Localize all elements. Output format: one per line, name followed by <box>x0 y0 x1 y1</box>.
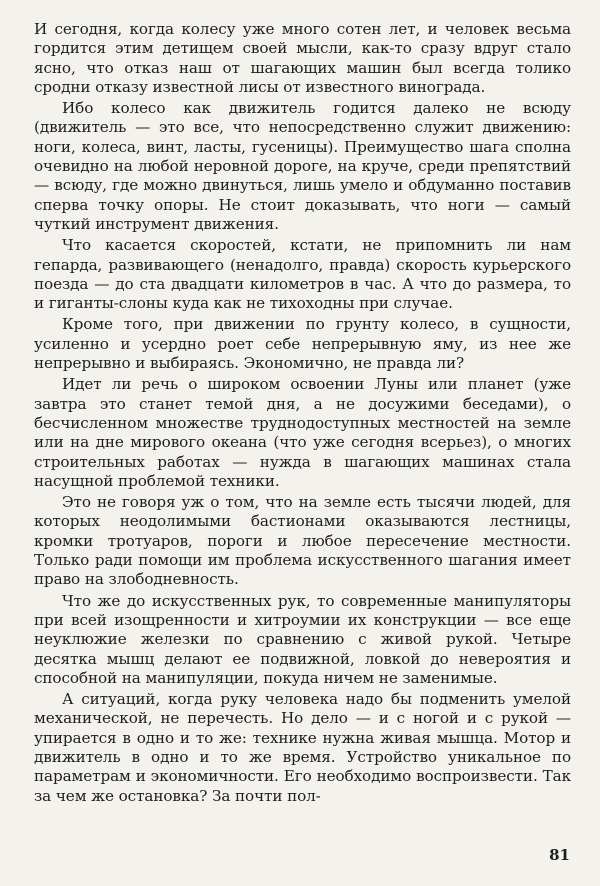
paragraph: Что же до искусственных рук, то современные манипуляторы при всей изощренности и хитроумии их конструкции — все еще неуклюжие железки по сравнению с живой рукой. Четыре десятка мышц делают ее подвижной, ловкой до невероятия и способной на манипуляции, покуда ничем не заменимые. <box>34 591 571 687</box>
paragraph: Кроме того, при движении по грунту колесо, в сущности, усиленно и усердно роет себе непрерывную яму, из нее же непрерывно и выбираясь. Экономично, не правда ли? <box>34 315 571 373</box>
paragraph: А ситуаций, когда руку человека надо бы подменить умелой механической, не перечесть. Но дело — и с ногой и с рукой — упирается в одно и то же: технике нужна живая мышца. Мотор и движитель в одно и то же время. Устройство уникальное по параметрам и экономичности. Его необходимо воспроизвести. Так за чем же остановка? За почти пол- <box>34 690 571 805</box>
paragraph: Это не говоря уж о том, что на земле есть тысячи людей, для которых неодолимыми бастионами оказываются лестницы, кромки тротуаров, пороги и любое пересечение местности. Только ради помощи им проблема искусственного шагания имеет право на злободневность. <box>34 493 571 589</box>
paragraph: Что касается скоростей, кстати, не припомнить ли нам гепарда, развивающего (ненадолго, правда) скорость курьерского поезда — до ста двадцати километров в час. А что до размера, то и гиганты-слоны куда как не тихоходны при случае. <box>34 236 571 313</box>
page-number: 81 <box>549 846 570 864</box>
paragraph: Ибо колесо как движитель годится далеко не всюду (движитель — это все, что непосредственно служит движению: ноги, колеса, винт, ласты, гусеницы). Преимущество шага сполна очевидно на любой неровной дороге, на круче, среди препятствий — всюду, где можно двинуться, лишь умело и обдуманно поставив сперва точку опоры. Не стоит доказывать, что ноги — самый чуткий инструмент движения. <box>34 99 571 233</box>
page-text <box>34 20 571 808</box>
paragraph: И сегодня, когда колесу уже много сотен лет, и человек весьма гордится этим детищем своей мысли, как-то сразу вдруг стало ясно, что отказ наш от шагающих машин был всегда толико сродни отказу известной лисы от известного винограда. <box>34 20 571 96</box>
paragraph: Идет ли речь о широком освоении Луны или планет (уже завтра это станет темой дня, а не досужими беседами), о бесчисленном множестве труднодоступных местностей на земле или на дне мирового океана (что уже сегодня всерьез), о многих строительных работах — нужда в шагающих машинах стала насущной проблемой техники. <box>34 375 571 490</box>
